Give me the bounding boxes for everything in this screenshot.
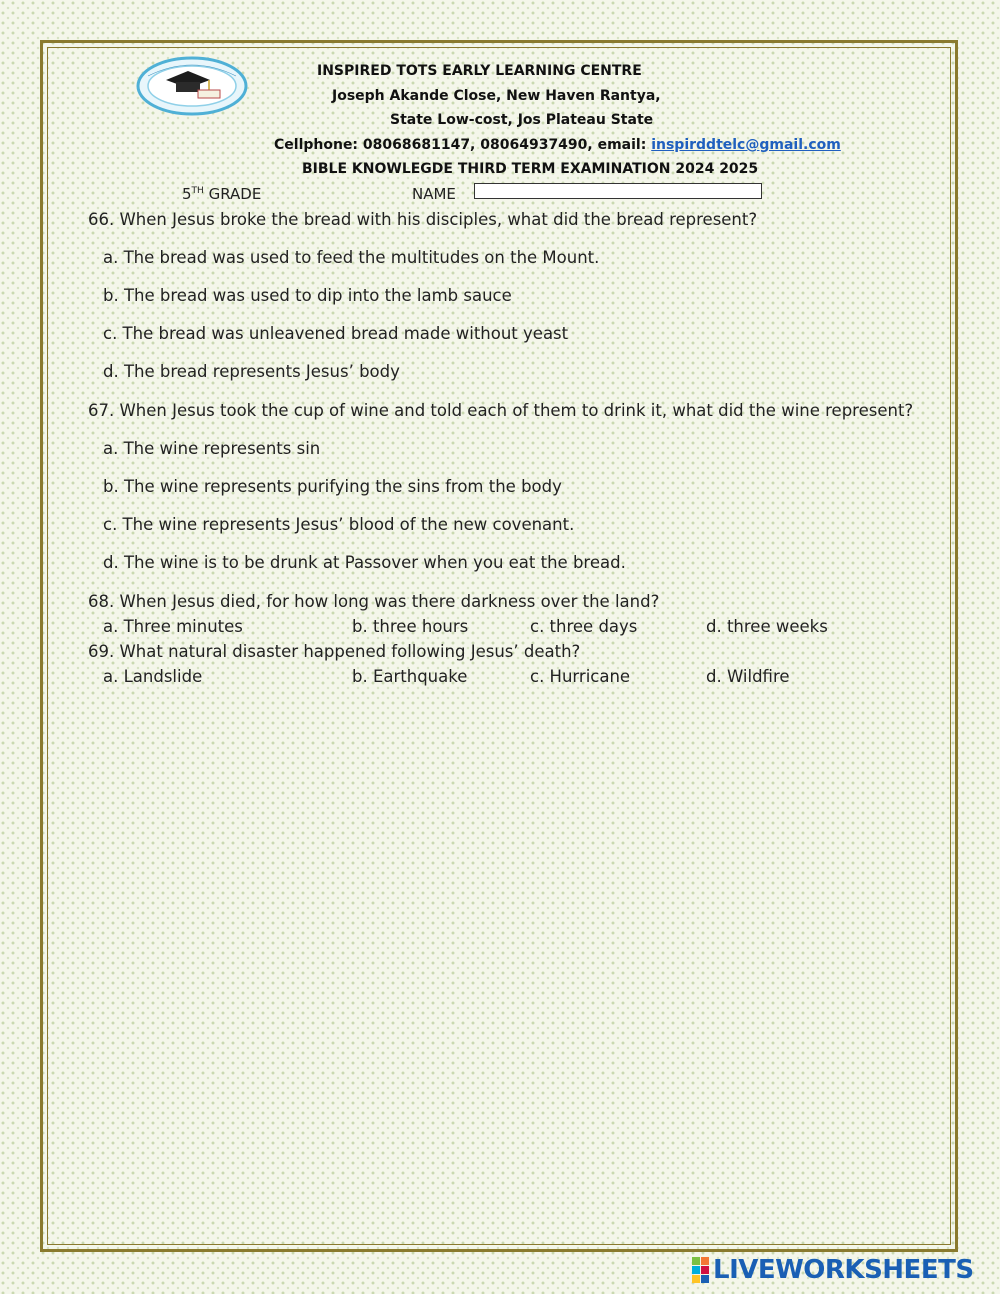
school-name: INSPIRED TOTS EARLY LEARNING CENTRE: [317, 63, 642, 79]
q69-option-b[interactable]: b. Earthquake: [352, 667, 468, 686]
school-logo: [136, 56, 248, 116]
grade-text: GRADE: [203, 185, 262, 203]
q67-option-a[interactable]: a. The wine represents sin: [103, 439, 321, 458]
q68-option-a[interactable]: a. Three minutes: [103, 617, 243, 636]
address-line-2: State Low-cost, Jos Plateau State: [390, 112, 654, 128]
q66-option-c[interactable]: c. The bread was unleavened bread made without yeast: [103, 324, 569, 343]
q67-option-c[interactable]: c. The wine represents Jesus’ blood of the new covenant.: [103, 515, 575, 534]
grade-superscript: TH: [191, 186, 204, 196]
q67-option-b[interactable]: b. The wine represents purifying the sins from the body: [103, 477, 562, 496]
contact-line: [274, 137, 841, 153]
email-link[interactable]: inspirddtelc@gmail.com: [651, 137, 841, 153]
q66-option-d[interactable]: d. The bread represents Jesus’ body: [103, 362, 400, 381]
exam-title: BIBLE KNOWLEGDE THIRD TERM EXAMINATION 2024 2025: [302, 161, 759, 177]
question-66: 66. When Jesus broke the bread with his disciples, what did the bread represent?: [88, 210, 758, 229]
contact-prefix: Cellphone: 08068681147, 08064937490, email:: [274, 137, 652, 153]
address-line-1: Joseph Akande Close, New Haven Rantya,: [332, 88, 661, 104]
q68-option-c[interactable]: c. three days: [530, 617, 638, 636]
q68-option-d[interactable]: d. three weeks: [706, 617, 828, 636]
q69-option-a[interactable]: a. Landslide: [103, 667, 203, 686]
liveworksheets-icon: [692, 1257, 709, 1283]
q69-option-d[interactable]: d. Wildfire: [706, 667, 790, 686]
name-input[interactable]: [474, 183, 762, 199]
q67-option-d[interactable]: d. The wine is to be drunk at Passover when you eat the bread.: [103, 553, 626, 572]
question-68: 68. When Jesus died, for how long was there darkness over the land?: [88, 592, 660, 611]
name-label: NAME: [412, 185, 456, 203]
question-69: 69. What natural disaster happened following Jesus’ death?: [88, 642, 581, 661]
grade-label: [182, 185, 261, 203]
q66-option-a[interactable]: a. The bread was used to feed the multitudes on the Mount.: [103, 248, 600, 267]
q66-option-b[interactable]: b. The bread was used to dip into the lamb sauce: [103, 286, 512, 305]
q69-option-c[interactable]: c. Hurricane: [530, 667, 631, 686]
grade-number: 5: [182, 185, 192, 203]
liveworksheets-logo[interactable]: [692, 1254, 974, 1286]
liveworksheets-text: LIVEWORKSHEETS: [713, 1255, 974, 1285]
q68-option-b[interactable]: b. three hours: [352, 617, 469, 636]
question-67: 67. When Jesus took the cup of wine and told each of them to drink it, what did the wine represent?: [88, 401, 914, 420]
